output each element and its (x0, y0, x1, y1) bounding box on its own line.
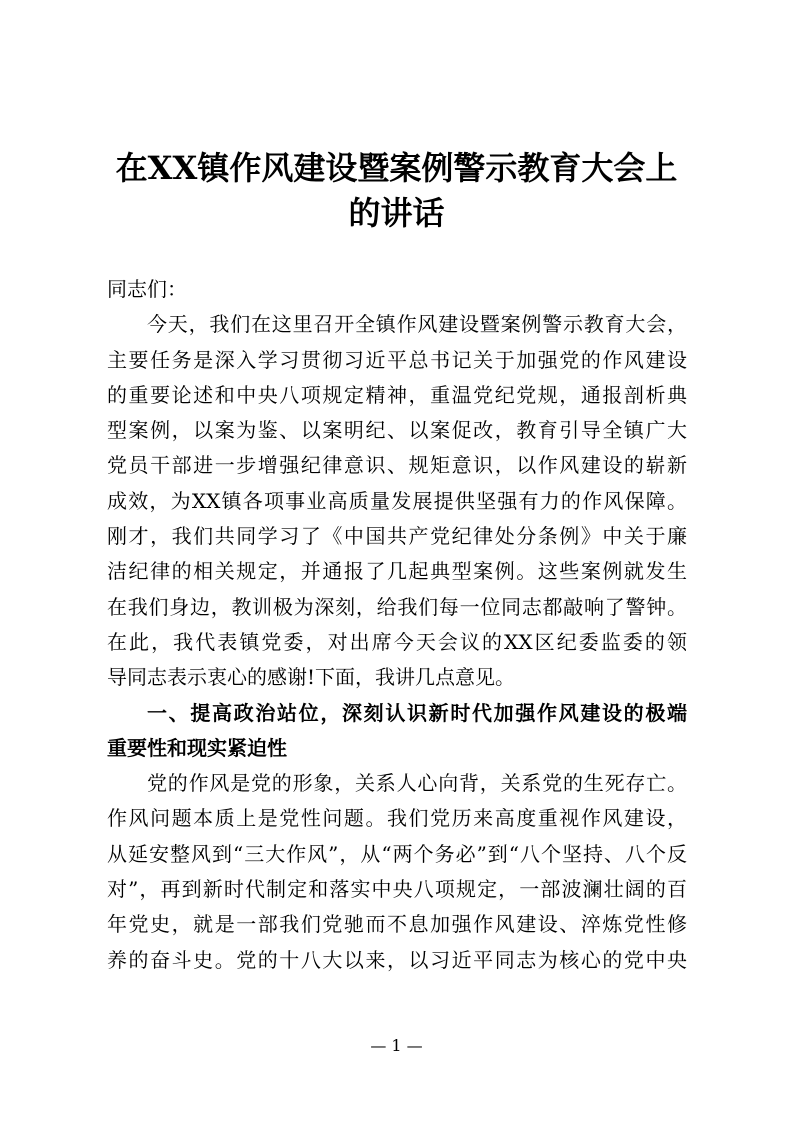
title-line-1: 在XX镇作风建设暨案例警示教育大会上 (115, 149, 678, 187)
title-line-2: 的讲话 (348, 194, 445, 232)
document-title (90, 146, 703, 236)
paragraph-1-line: 洁纪律的相关规定，并通报了几起典型案例。这些案例就发生 (107, 559, 687, 584)
paragraph-2-line: 年党史，就是一部我们党驰而不息加强作风建设、淬炼党性修 (107, 912, 687, 937)
salutation: 同志们： (107, 277, 187, 301)
section-heading-1-line: 重要性和现实紧迫性 (107, 735, 287, 760)
paragraph-1-line: 今天，我们在这里召开全镇作风建设暨案例警示教育大会， (147, 312, 687, 337)
paragraph-1-line: 的重要论述和中央八项规定精神，重温党纪党规，通报剖析典 (107, 382, 687, 407)
document-body (107, 272, 687, 978)
paragraph-1-line: 在我们身边，教训极为深刻，给我们每一位同志都敲响了警钟。 (107, 594, 687, 619)
paragraph-2-line: 从延安整风到“三大作风”，从“两个务必”到“八个坚持、八个反 (107, 841, 687, 866)
paragraph-1-line: 在此，我代表镇党委，对出席今天会议的XX区纪委监委的领 (107, 629, 687, 654)
paragraph-2-line: 养的奋斗史。党的十八大以来，以习近平同志为核心的党中央 (107, 947, 687, 972)
paragraph-1-line: 主要任务是深入学习贯彻习近平总书记关于加强党的作风建设 (107, 347, 687, 372)
paragraph-1-line: 型案例，以案为鉴、以案明纪、以案促改，教育引导全镇广大 (107, 418, 687, 443)
paragraph-2-line: 作风问题本质上是党性问题。我们党历来高度重视作风建设， (107, 806, 687, 831)
paragraph-2-line: 党的作风是党的形象，关系人心向背，关系党的生死存亡。 (147, 771, 687, 796)
page-number: — 1 — (370, 1036, 423, 1055)
paragraph-2-line: 对”，再到新时代制定和落实中央八项规定，一部波澜壮阔的百 (107, 877, 687, 902)
paragraph-1-line: 导同志表示衷心的感谢!下面，我讲几点意见。 (107, 665, 516, 690)
paragraph-1-line: 成效，为XX镇各项事业高质量发展提供坚强有力的作风保障。 (107, 488, 687, 513)
section-heading-1-line: 一、提高政治站位，深刻认识新时代加强作风建设的极端 (147, 700, 687, 725)
paragraph-1-line: 党员干部进一步增强纪律意识、规矩意识，以作风建设的崭新 (107, 453, 687, 478)
paragraph-1-line: 刚才，我们共同学习了《中国共产党纪律处分条例》中关于廉 (107, 524, 687, 549)
